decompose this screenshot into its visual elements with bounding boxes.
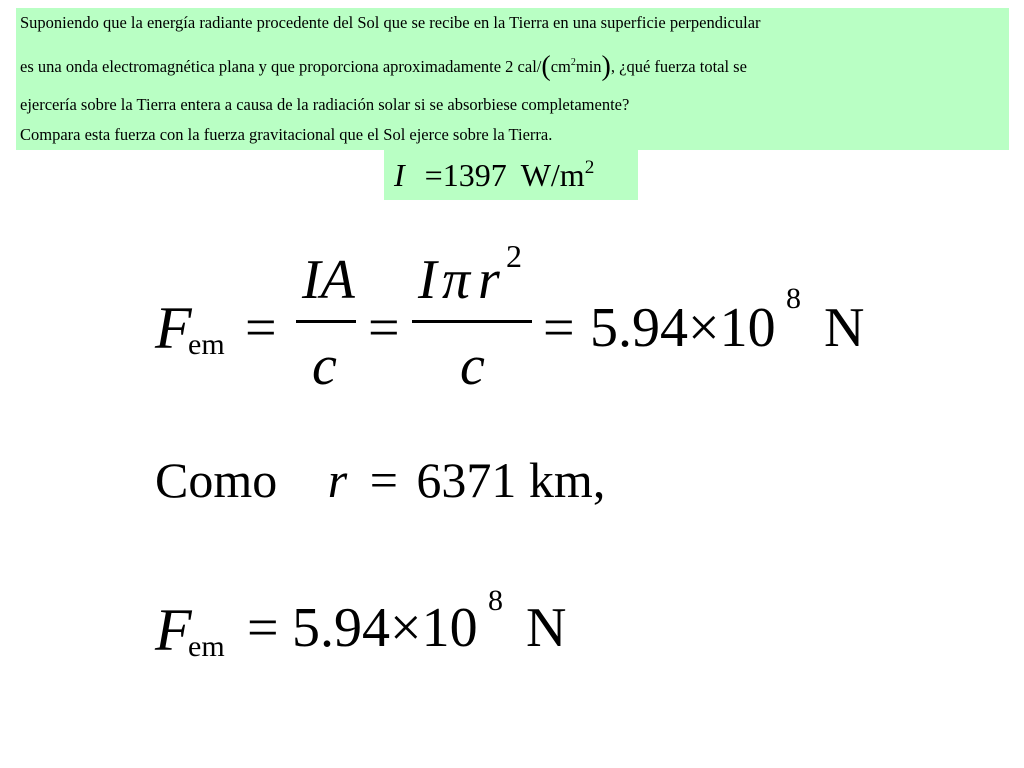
intensity-equals: = xyxy=(424,157,443,193)
force-exponent: 8 xyxy=(786,282,801,315)
result-force-symbol: F xyxy=(155,597,192,663)
radius-statement xyxy=(155,452,606,508)
equals-sign-2: = xyxy=(368,297,400,359)
fraction-2-denominator: c xyxy=(460,335,485,397)
problem-line-2-end: , ¿qué fuerza total se xyxy=(610,57,747,76)
problem-line-4: Compara esta fuerza con la fuerza gravitacional que el Sol ejerce sobre la Tierra. xyxy=(20,125,553,144)
intensity-unit-exponent: 2 xyxy=(584,156,595,178)
radius-value: 6371 km, xyxy=(416,452,606,508)
equals-sign-3: = xyxy=(543,297,575,359)
intensity-value: 1397 xyxy=(442,157,507,193)
force-equation-main xyxy=(0,220,1024,410)
fraction-2-pi: π xyxy=(442,249,471,311)
problem-line-1: Suponiendo que la energía radiante procedente del Sol que se recibe en la Tierra en una superficie perpendicular xyxy=(20,13,761,32)
force-equation-result xyxy=(0,580,1024,680)
intensity-box xyxy=(384,150,638,200)
como-word: Como xyxy=(155,452,278,508)
fraction-1-denominator: c xyxy=(312,335,337,397)
fraction-2-r: r xyxy=(478,249,500,311)
result-force-subscript: em xyxy=(188,630,225,663)
result-force-value: 5.94×10 xyxy=(292,597,478,659)
unit-cm-exponent: 2 xyxy=(570,57,576,68)
equals-sign-1: = xyxy=(245,297,277,359)
problem-line-2-start: es una onda electromagnética plana y que proporciona aproximadamente 2 cal/ xyxy=(20,57,542,76)
problem-line-2 xyxy=(20,51,747,82)
fraction-2-I: I xyxy=(418,249,437,311)
paren-open: ( xyxy=(541,51,551,82)
radius-symbol: r xyxy=(327,452,348,508)
fraction-2-bar xyxy=(412,320,532,323)
force-subscript: em xyxy=(188,328,225,361)
paren-close: ) xyxy=(601,51,611,82)
intensity-unit: W/m xyxy=(520,157,585,193)
problem-statement-box xyxy=(16,8,1009,150)
radius-equals: = xyxy=(369,452,398,508)
force-value: 5.94×10 xyxy=(590,297,776,359)
intensity-symbol: I xyxy=(394,157,405,193)
fraction-1-bar xyxy=(296,320,356,323)
problem-line-3: ejercería sobre la Tierra entera a causa de la radiación solar si se absorbiese completamente? xyxy=(20,95,630,114)
fraction-2-exponent: 2 xyxy=(506,238,522,274)
unit-cm: cm xyxy=(550,57,571,76)
unit-min: min xyxy=(575,57,602,76)
force-unit: N xyxy=(824,297,865,359)
result-equals-sign: = xyxy=(247,597,279,659)
fraction-1-numerator: IA xyxy=(302,249,355,311)
force-symbol: F xyxy=(155,295,192,361)
result-force-exponent: 8 xyxy=(488,584,503,617)
result-force-unit: N xyxy=(526,597,567,659)
